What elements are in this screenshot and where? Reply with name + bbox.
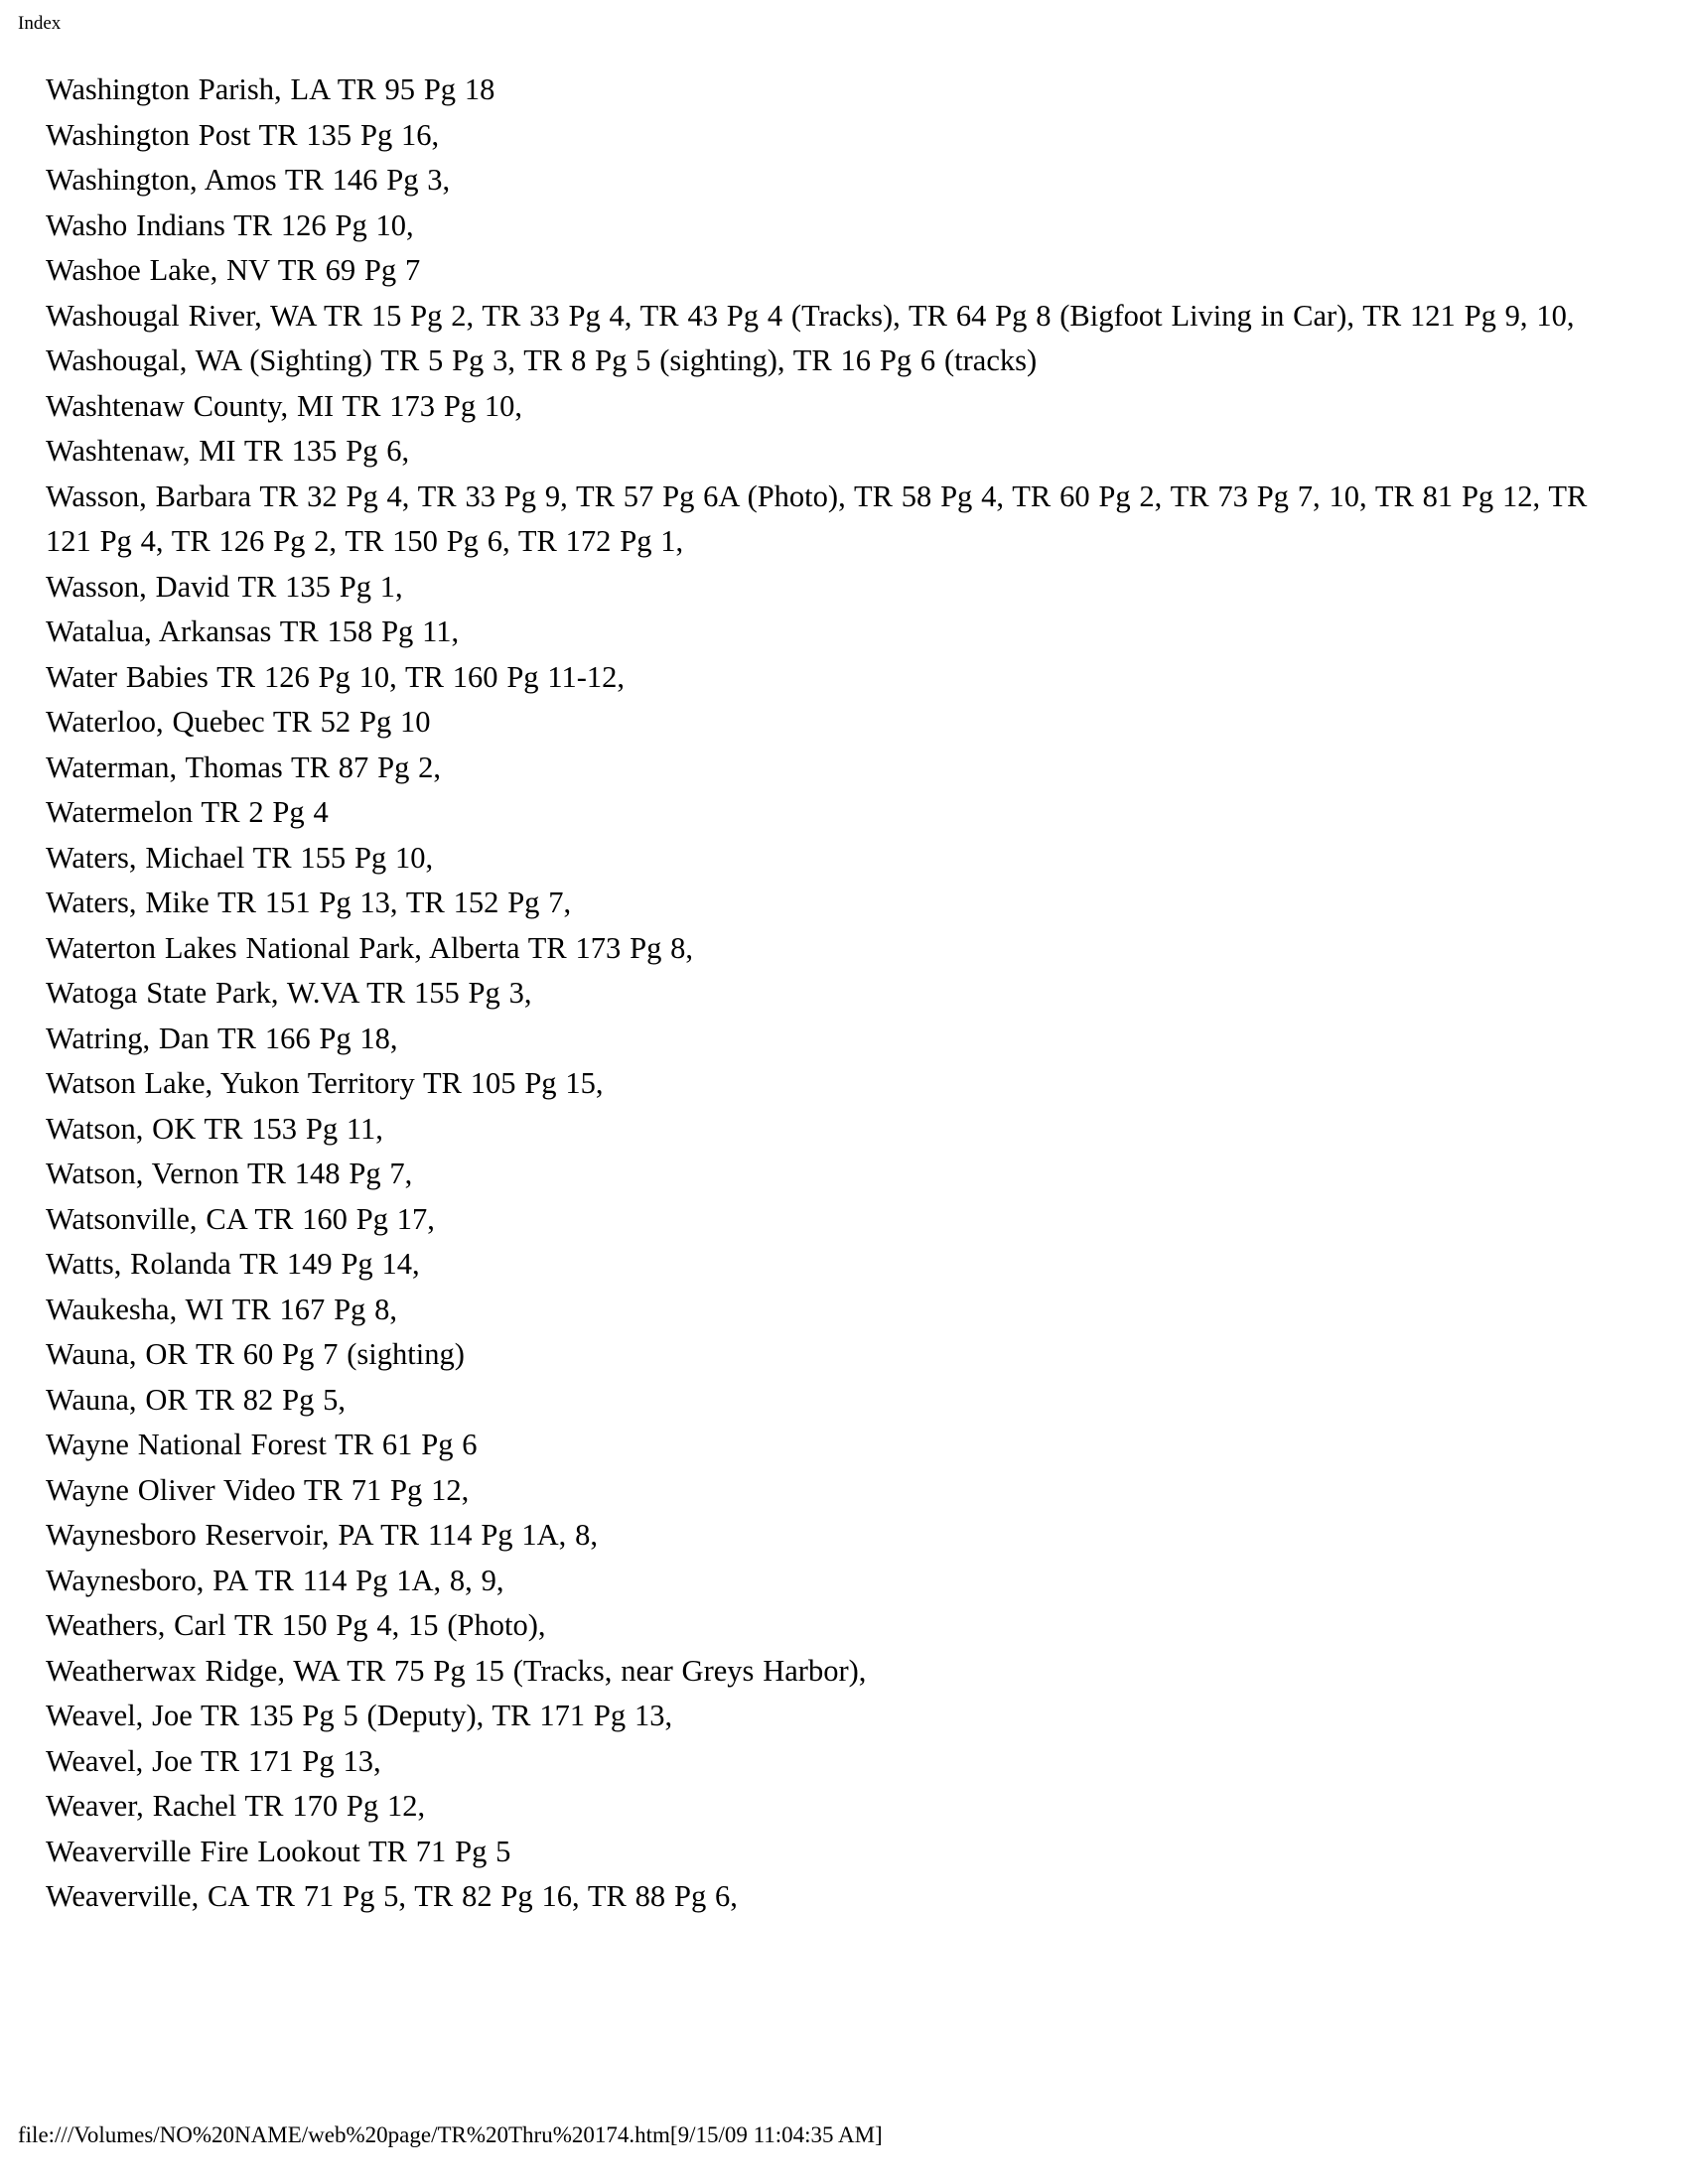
index-entry: Washougal River, WA TR 15 Pg 2, TR 33 Pg 4, TR 43 Pg 4 (Tracks), TR 64 Pg 8 (Bigfoot Living in Car), TR 121 Pg 9, 10, [46, 298, 1575, 333]
index-entry: Wasson, Barbara TR 32 Pg 4, TR 33 Pg 9, TR 57 Pg 6A (Photo), TR 58 Pg 4, TR 60 Pg 2, TR 73 Pg 7, 10, TR 81 Pg 12, TR 121 Pg 4, TR 126 Pg 2, TR 150 Pg 6, TR 172 Pg 1, [46, 478, 1588, 558]
index-entry: Watalua, Arkansas TR 158 Pg 11, [46, 614, 460, 648]
index-entry: Wayne National Forest TR 61 Pg 6 [46, 1428, 478, 1461]
index-entry: Waynesboro, PA TR 114 Pg 1A, 8, 9, [46, 1563, 504, 1597]
index-entry: Waterman, Thomas TR 87 Pg 2, [46, 750, 442, 784]
index-entry: Washoe Lake, NV TR 69 Pg 7 [46, 253, 421, 287]
index-entry: Watson, Vernon TR 148 Pg 7, [46, 1157, 413, 1190]
index-entry: Waterloo, Quebec TR 52 Pg 10 [46, 705, 431, 739]
index-entry: Wauna, OR TR 82 Pg 5, [46, 1382, 347, 1417]
index-entry: Washougal, WA (Sighting) TR 5 Pg 3, TR 8 Pg 5 (sighting), TR 16 Pg 6 (tracks) [46, 343, 1038, 377]
index-entry: Weathers, Carl TR 150 Pg 4, 15 (Photo), [46, 1608, 546, 1642]
page-header-label: Index [18, 13, 62, 34]
index-entry: Watoga State Park, W.VA TR 155 Pg 3, [46, 976, 532, 1010]
index-entry: Waters, Mike TR 151 Pg 13, TR 152 Pg 7, [46, 886, 572, 919]
index-entry: Waynesboro Reservoir, PA TR 114 Pg 1A, 8, [46, 1518, 598, 1552]
index-entry: Waterton Lakes National Park, Alberta TR 173 Pg 8, [46, 930, 694, 965]
index-entry: Wauna, OR TR 60 Pg 7 (sighting) [46, 1337, 465, 1371]
index-entry: Watts, Rolanda TR 149 Pg 14, [46, 1247, 420, 1281]
index-entry: Washtenaw, MI TR 135 Pg 6, [46, 434, 410, 468]
index-entry: Water Babies TR 126 Pg 10, TR 160 Pg 11-12, [46, 659, 626, 694]
index-entry: Weaverville, CA TR 71 Pg 5, TR 82 Pg 16, TR 88 Pg 6, [46, 1879, 738, 1913]
index-entry-list [46, 68, 1634, 1920]
index-entry: Weavel, Joe TR 171 Pg 13, [46, 1743, 381, 1778]
index-entry: Weavel, Joe TR 135 Pg 5 (Deputy), TR 171 Pg 13, [46, 1699, 673, 1732]
footer-file-path: file:///Volumes/NO%20NAME/web%20page/TR%20Thru%20174.htm[9/15/09 11:04:35 AM] [18, 2122, 883, 2147]
index-entry: Washington, Amos TR 146 Pg 3, [46, 163, 451, 197]
index-entry: Waters, Michael TR 155 Pg 10, [46, 840, 434, 875]
index-entry: Watermelon TR 2 Pg 4 [46, 795, 329, 829]
index-entry: Watson Lake, Yukon Territory TR 105 Pg 15, [46, 1066, 604, 1100]
index-entry: Washo Indians TR 126 Pg 10, [46, 207, 414, 242]
index-entry: Weaverville Fire Lookout TR 71 Pg 5 [46, 1834, 511, 1868]
index-entry: Watring, Dan TR 166 Pg 18, [46, 1021, 398, 1055]
index-entry: Weatherwax Ridge, WA TR 75 Pg 15 (Tracks, near Greys Harbor), [46, 1653, 867, 1688]
index-entry: Wayne Oliver Video TR 71 Pg 12, [46, 1472, 470, 1507]
index-entry: Watson, OK TR 153 Pg 11, [46, 1111, 383, 1146]
index-entry: Washington Parish, LA TR 95 Pg 18 [46, 72, 495, 106]
index-entry: Washtenaw County, MI TR 173 Pg 10, [46, 388, 523, 423]
index-entry: Waukesha, WI TR 167 Pg 8, [46, 1292, 397, 1326]
index-entry: Weaver, Rachel TR 170 Pg 12, [46, 1789, 426, 1823]
index-entry: Washington Post TR 135 Pg 16, [46, 117, 440, 152]
index-entry: Watsonville, CA TR 160 Pg 17, [46, 1201, 435, 1236]
index-entry: Wasson, David TR 135 Pg 1, [46, 569, 403, 604]
